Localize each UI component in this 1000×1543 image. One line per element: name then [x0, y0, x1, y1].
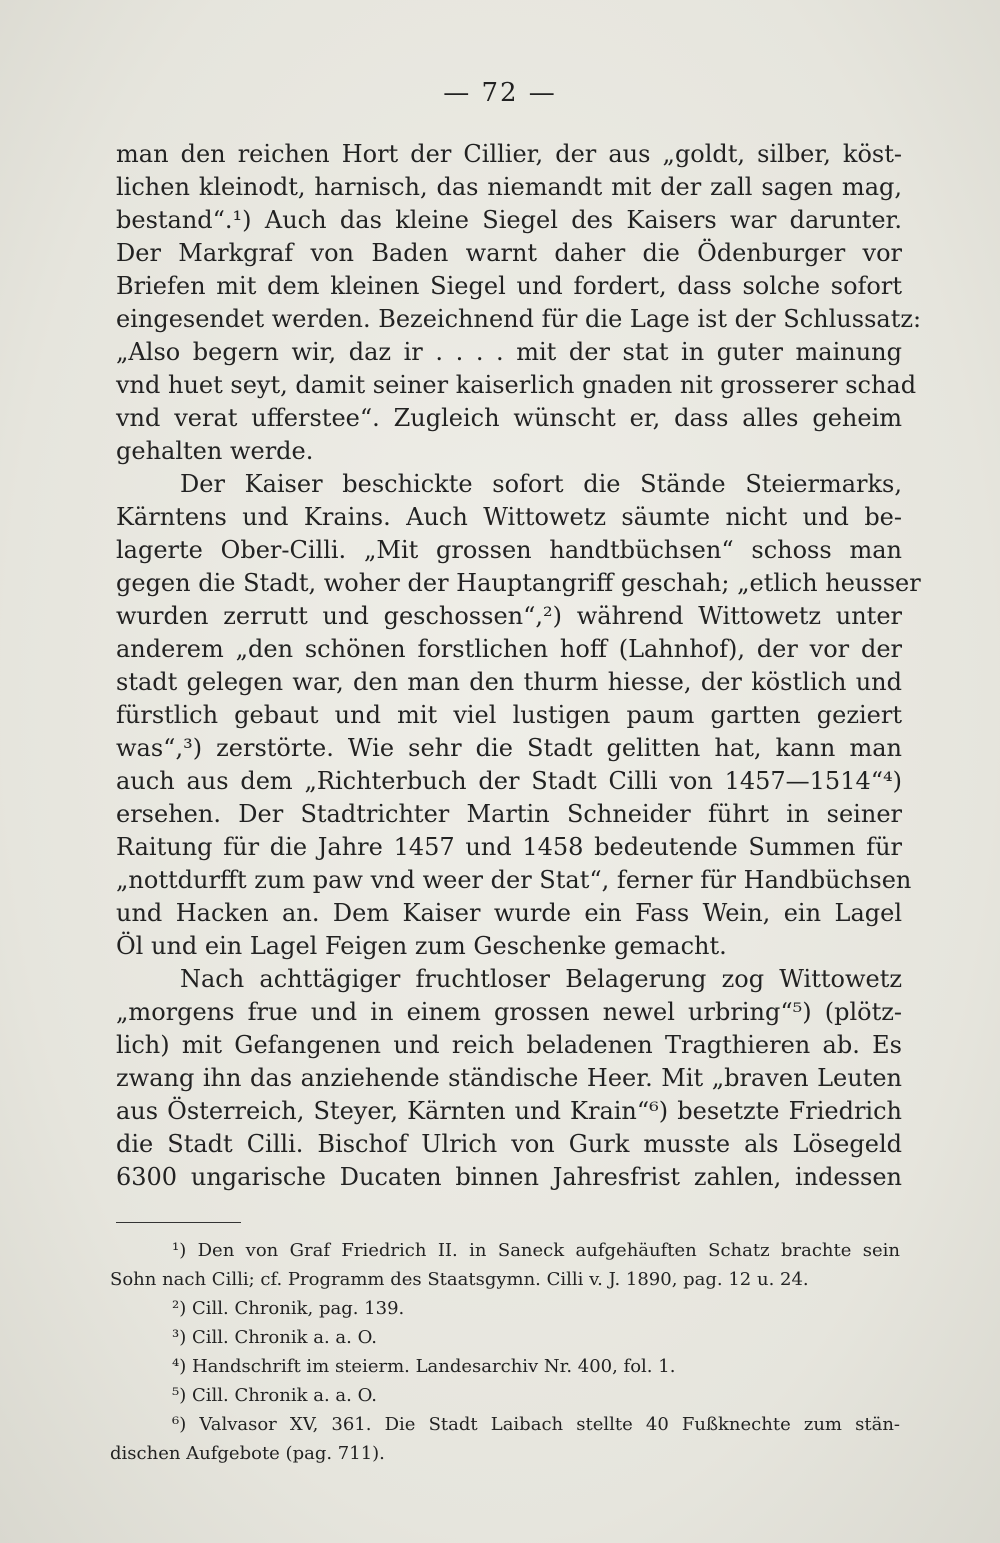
- text-line: was“,³) zerstörte. Wie sehr die Stadt gelitten hat, kann man: [116, 734, 902, 762]
- text-line: Kärntens und Krains. Auch Wittowetz säumte nicht und be-: [116, 503, 902, 531]
- footnote-line: ¹) Den von Graf Friedrich II. in Saneck aufgehäuften Schatz brachte sein: [172, 1240, 900, 1261]
- text-line: man den reichen Hort der Cillier, der aus „goldt, silber, köst-: [116, 140, 902, 168]
- paragraph-3: [116, 963, 902, 1194]
- text-line: vnd huet seyt, damit seiner kaiserlich gnaden nit grosserer schad: [116, 371, 917, 399]
- text-line: Der Kaiser beschickte sofort die Stände Steiermarks,: [180, 470, 902, 498]
- text-line: Nach achttägiger fruchtloser Belagerung zog Wittowetz: [180, 965, 902, 993]
- paragraph-1: [116, 138, 922, 468]
- footnote-line: ²) Cill. Chronik, pag. 139.: [172, 1298, 405, 1319]
- main-text: [116, 138, 922, 1194]
- footnote-divider: [116, 1222, 241, 1223]
- text-line: auch aus dem „Richterbuch der Stadt Cilli von 1457—1514“⁴): [116, 767, 902, 795]
- text-line: anderem „den schönen forstlichen hoff (Lahnhof), der vor der: [116, 635, 902, 663]
- text-line: lich) mit Gefangenen und reich beladenen Tragthieren ab. Es: [116, 1031, 902, 1059]
- text-line: „nottdurfft zum paw vnd weer der Stat“, ferner für Handbüchsen: [116, 866, 912, 894]
- text-line: vnd verat ufferstee“. Zugleich wünscht er, dass alles geheim: [116, 404, 902, 432]
- text-line: Raitung für die Jahre 1457 und 1458 bedeutende Summen für: [116, 833, 902, 861]
- text-line: gehalten werde.: [116, 437, 314, 465]
- text-line: die Stadt Cilli. Bischof Ulrich von Gurk musste als Lösegeld: [116, 1130, 902, 1158]
- text-line: zwang ihn das anziehende ständische Heer. Mit „braven Leuten: [116, 1064, 902, 1092]
- text-line: 6300 ungarische Ducaten binnen Jahresfrist zahlen, indessen: [116, 1163, 902, 1191]
- text-line: ersehen. Der Stadtrichter Martin Schneider führt in seiner: [116, 800, 902, 828]
- text-line: lagerte Ober-Cilli. „Mit grossen handtbüchsen“ schoss man: [116, 536, 902, 564]
- footnote-line: ⁵) Cill. Chronik a. a. O.: [172, 1385, 378, 1406]
- text-line: „Also begern wir, daz ir . . . . mit der stat in guter mainung: [116, 338, 902, 366]
- text-line: lichen kleinodt, harnisch, das niemandt mit der zall sagen mag,: [116, 173, 902, 201]
- footnotes: [110, 1236, 900, 1468]
- footnote-line: Sohn nach Cilli; cf. Programm des Staatsgymn. Cilli v. J. 1890, pag. 12 u. 24.: [110, 1269, 809, 1290]
- text-line: gegen die Stadt, woher der Hauptangriff geschah; „etlich heusser: [116, 569, 921, 597]
- footnote-line: ³) Cill. Chronik a. a. O.: [172, 1327, 378, 1348]
- text-line: „morgens frue und in einem grossen newel urbring“⁵) (plötz-: [116, 998, 902, 1026]
- paragraph-2: [116, 468, 921, 963]
- footnote-line: ⁶) Valvasor XV, 361. Die Stadt Laibach stellte 40 Fußknechte zum stän-: [172, 1414, 900, 1435]
- text-line: und Hacken an. Dem Kaiser wurde ein Fass Wein, ein Lagel: [116, 899, 902, 927]
- footnote-line: ⁴) Handschrift im steierm. Landesarchiv Nr. 400, fol. 1.: [172, 1356, 676, 1377]
- page-number: — 72 —: [443, 78, 557, 108]
- text-line: aus Österreich, Steyer, Kärnten und Krain“⁶) besetzte Friedrich: [116, 1097, 902, 1125]
- text-line: bestand“.¹) Auch das kleine Siegel des Kaisers war darunter.: [116, 206, 902, 234]
- text-line: Briefen mit dem kleinen Siegel und fordert, dass solche sofort: [116, 272, 902, 300]
- text-line: fürstlich gebaut und mit viel lustigen paum gartten geziert: [116, 701, 902, 729]
- text-line: eingesendet werden. Bezeichnend für die Lage ist der Schlussatz:: [116, 305, 922, 333]
- footnote-line: dischen Aufgebote (pag. 711).: [110, 1443, 385, 1464]
- text-line: Der Markgraf von Baden warnt daher die Ödenburger vor: [116, 239, 902, 267]
- text-line: wurden zerrutt und geschossen“,²) während Wittowetz unter: [116, 602, 902, 630]
- text-line: stadt gelegen war, den man den thurm hiesse, der köstlich und: [116, 668, 902, 696]
- text-line: Öl und ein Lagel Feigen zum Geschenke gemacht.: [116, 932, 727, 960]
